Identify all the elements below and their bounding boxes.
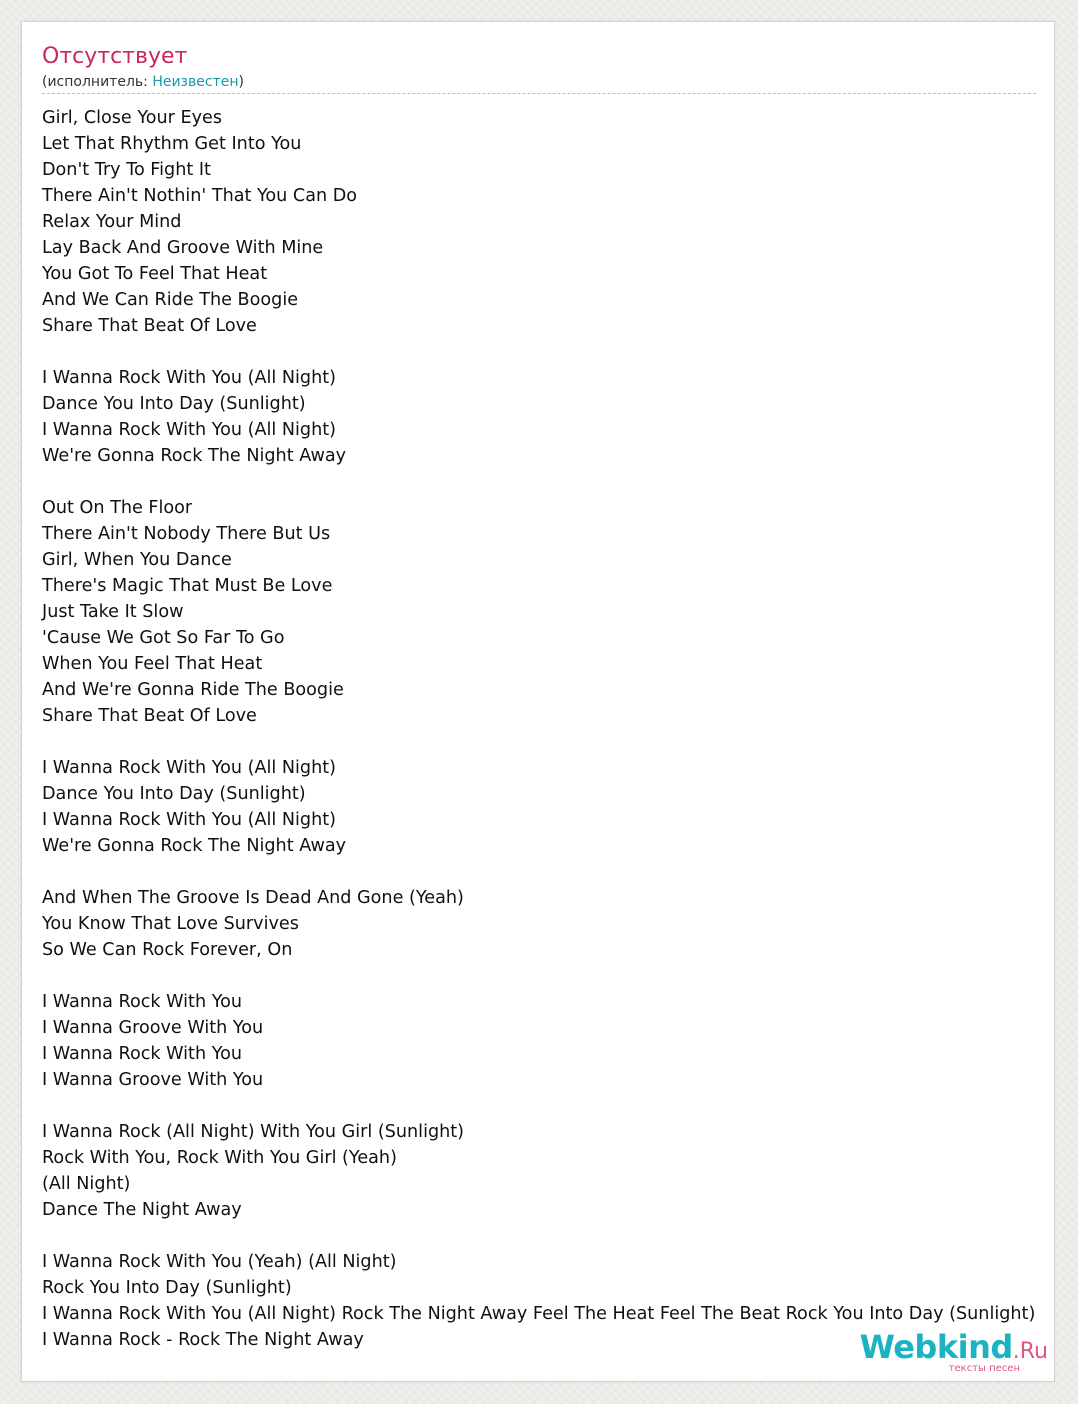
lyric-line: Lay Back And Groove With Mine bbox=[42, 238, 324, 258]
lyric-line: And When The Groove Is Dead And Gone (Yeah) bbox=[42, 888, 464, 908]
lyrics-stanza bbox=[42, 885, 1078, 963]
lyric-line: Don't Try To Fight It bbox=[42, 160, 211, 180]
lyric-line: I Wanna Rock With You (All Night) bbox=[42, 368, 337, 388]
lyric-line: I Wanna Rock With You (All Night) Rock The Night Away Feel The Heat Feel The Beat Rock You Into Day (Sunlight) bbox=[42, 1304, 1036, 1324]
lyrics-stanza bbox=[42, 105, 1078, 339]
lyric-line: I Wanna Rock With You bbox=[42, 1044, 243, 1064]
lyric-line: And We Can Ride The Boogie bbox=[42, 290, 299, 310]
lyric-line: I Wanna Groove With You bbox=[42, 1018, 264, 1038]
lyrics-stanza bbox=[42, 989, 1078, 1093]
lyric-line: I Wanna Rock With You (Yeah) (All Night) bbox=[42, 1252, 397, 1272]
lyric-line: Rock With You, Rock With You Girl (Yeah) bbox=[42, 1148, 397, 1168]
lyric-line: I Wanna Groove With You bbox=[42, 1070, 264, 1090]
lyric-line: Let That Rhythm Get Into You bbox=[42, 134, 302, 154]
lyric-line: You Got To Feel That Heat bbox=[42, 264, 268, 284]
lyric-line: (All Night) bbox=[42, 1174, 131, 1194]
lyrics-card bbox=[21, 21, 1055, 1382]
lyric-line: Share That Beat Of Love bbox=[42, 706, 257, 726]
lyrics-stanza bbox=[42, 755, 1078, 859]
lyric-line: I Wanna Rock With You (All Night) bbox=[42, 758, 337, 778]
lyric-line: So We Can Rock Forever, On bbox=[42, 940, 293, 960]
lyric-line: When You Feel That Heat bbox=[42, 654, 263, 674]
watermark-brand: Webkind bbox=[859, 1328, 1013, 1366]
lyric-line: Rock You Into Day (Sunlight) bbox=[42, 1278, 292, 1298]
artist-suffix: ) bbox=[238, 74, 244, 90]
lyric-line: Girl, Close Your Eyes bbox=[42, 108, 223, 128]
lyric-line: I Wanna Rock With You bbox=[42, 992, 243, 1012]
lyrics-stanza bbox=[42, 495, 1078, 729]
lyric-line: There Ain't Nothin' That You Can Do bbox=[42, 186, 358, 206]
lyric-line: Girl, When You Dance bbox=[42, 550, 232, 570]
watermark-tld: .Ru bbox=[1012, 1339, 1048, 1364]
lyric-line: We're Gonna Rock The Night Away bbox=[42, 836, 347, 856]
lyric-line: Share That Beat Of Love bbox=[42, 316, 257, 336]
lyric-line: Relax Your Mind bbox=[42, 212, 182, 232]
lyric-line: There Ain't Nobody There But Us bbox=[42, 524, 331, 544]
lyric-line: And We're Gonna Ride The Boogie bbox=[42, 680, 344, 700]
lyric-line: I Wanna Rock With You (All Night) bbox=[42, 420, 337, 440]
lyrics-stanza bbox=[42, 1119, 1078, 1223]
lyrics-stanza bbox=[42, 365, 1078, 469]
title-divider bbox=[42, 93, 1036, 94]
lyric-line: You Know That Love Survives bbox=[42, 914, 299, 934]
lyric-line: Dance The Night Away bbox=[42, 1200, 242, 1220]
artist-prefix: (исполнитель: bbox=[42, 74, 153, 90]
lyric-line: I Wanna Rock (All Night) With You Girl (Sunlight) bbox=[42, 1122, 465, 1142]
lyric-line: We're Gonna Rock The Night Away bbox=[42, 446, 347, 466]
song-title: Отсутствует bbox=[42, 44, 188, 69]
lyric-line: I Wanna Rock With You (All Night) bbox=[42, 810, 337, 830]
lyrics-stanza bbox=[42, 1249, 1078, 1353]
lyrics-body bbox=[42, 105, 1078, 1379]
lyric-line: Dance You Into Day (Sunlight) bbox=[42, 784, 306, 804]
lyric-line: I Wanna Rock - Rock The Night Away bbox=[42, 1330, 364, 1350]
lyric-line: 'Cause We Got So Far To Go bbox=[42, 628, 285, 648]
lyric-line: Just Take It Slow bbox=[42, 602, 184, 622]
lyric-line: Out On The Floor bbox=[42, 498, 193, 518]
artist-line bbox=[42, 73, 244, 91]
watermark-tagline: тексты песен bbox=[948, 1363, 1020, 1374]
artist-link[interactable]: Неизвестен bbox=[152, 74, 239, 90]
lyric-line: Dance You Into Day (Sunlight) bbox=[42, 394, 306, 414]
lyric-line: There's Magic That Must Be Love bbox=[42, 576, 333, 596]
